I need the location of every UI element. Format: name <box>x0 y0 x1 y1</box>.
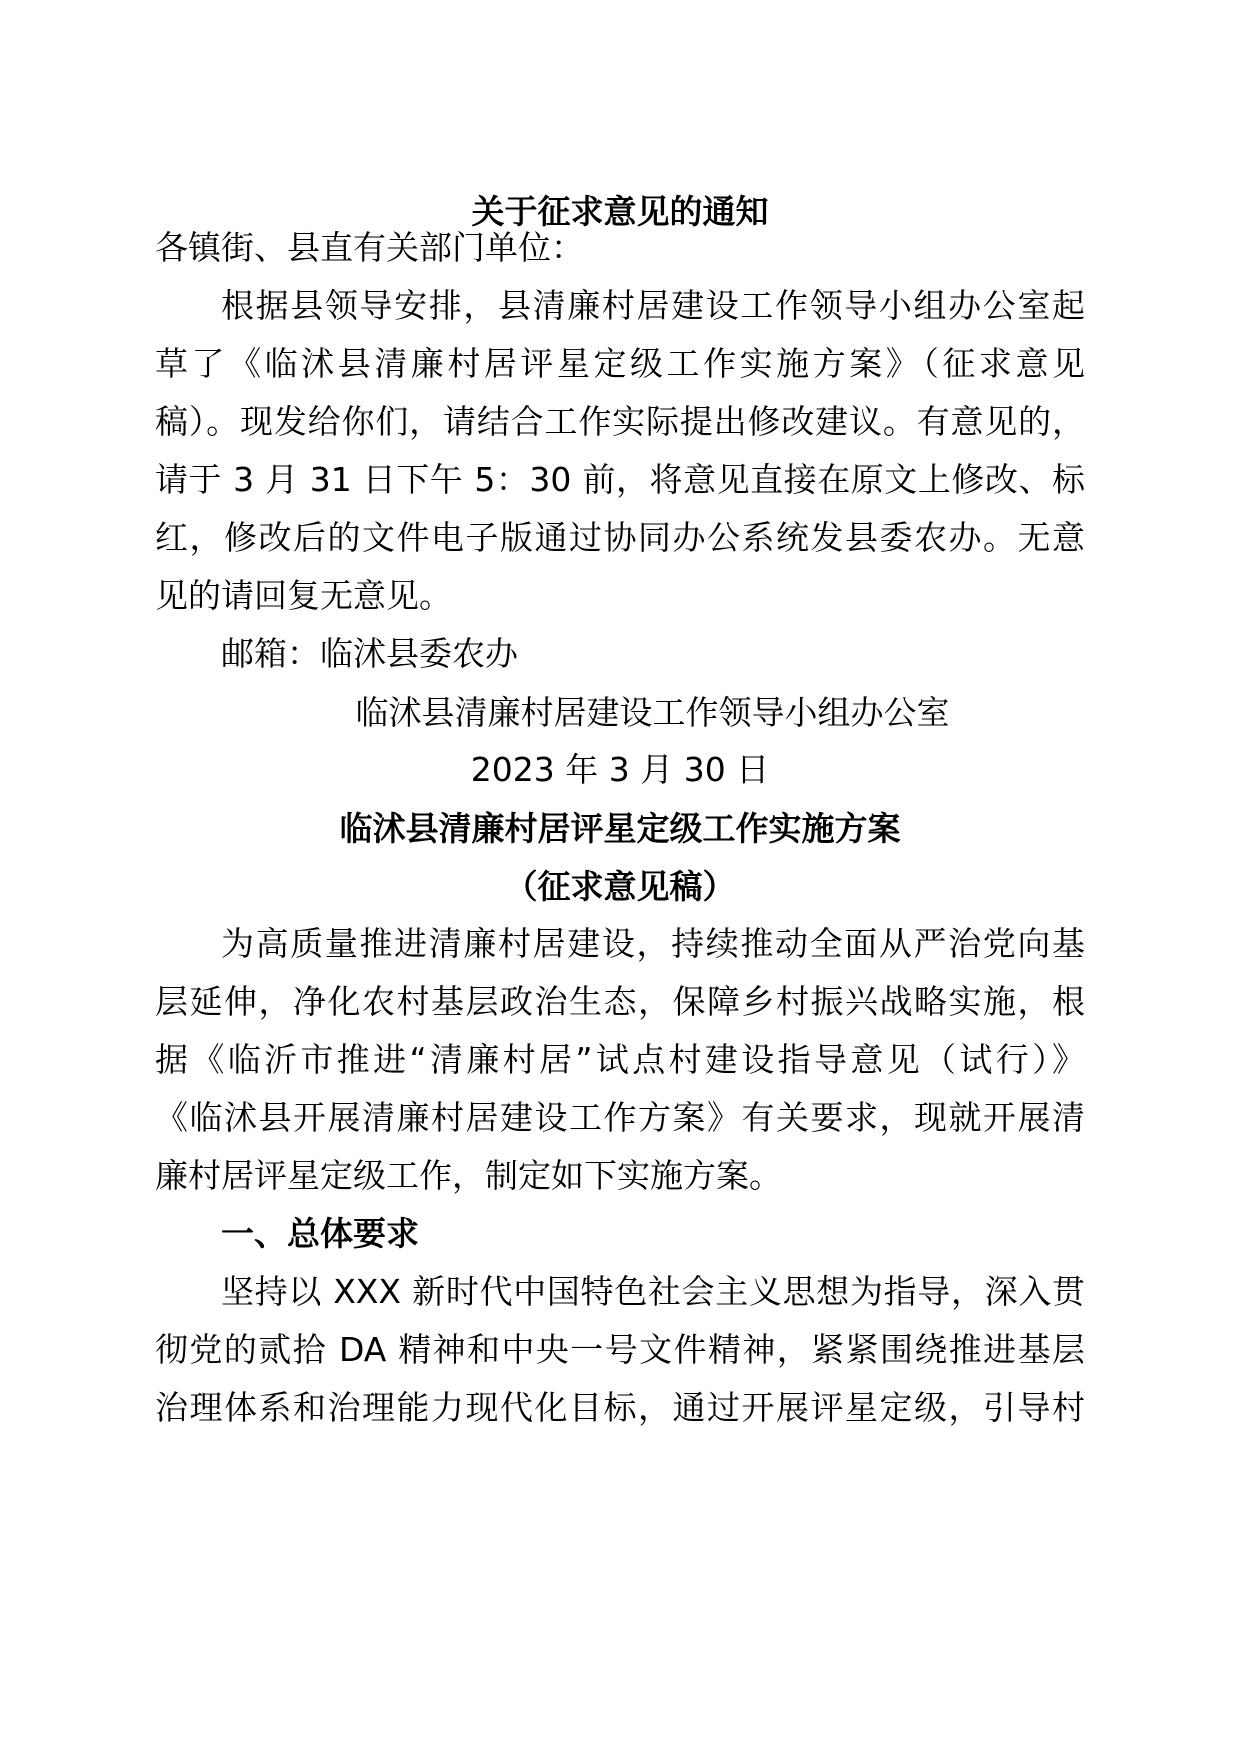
section-body-line: 坚持以 XXX 新时代中国特色社会主义思想为指导，深入贯 <box>221 1272 1085 1311</box>
notice-mailbox: 邮箱：临沭县委农办 <box>221 634 518 673</box>
notice-body-line: 稿）。现发给你们，请结合工作实际提出修改建议。有意见的， <box>155 402 1085 441</box>
notice-body-line: 见的请回复无意见。 <box>155 576 452 615</box>
plan-title: 临沭县清廉村居评星定级工作实施方案 <box>339 809 901 848</box>
plan-intro-line: 为高质量推进清廉村居建设，持续推动全面从严治党向基 <box>221 924 1085 963</box>
plan-intro-line: 层延伸，净化农村基层政治生态，保障乡村振兴战略实施，根 <box>155 982 1085 1021</box>
plan-intro-line: 廉村居评星定级工作，制定如下实施方案。 <box>155 1156 782 1195</box>
notice-salutation: 各镇街、县直有关部门单位： <box>155 228 584 267</box>
signature-organization: 临沭县清廉村居建设工作领导小组办公室 <box>355 693 950 732</box>
notice-body-line: 请于 3 月 31 日下午 5：30 前，将意见直接在原文上修改、标 <box>155 460 1085 499</box>
plan-intro-line: 《临沭县开展清廉村居建设工作方案》有关要求，现就开展清 <box>155 1098 1085 1137</box>
notice-body-line: 红，修改后的文件电子版通过协同办公系统发县委农办。无意 <box>155 518 1085 557</box>
notice-title: 关于征求意见的通知 <box>471 192 769 231</box>
section-body-line: 彻党的贰拾 DA 精神和中央一号文件精神，紧紧围绕推进基层 <box>155 1330 1085 1369</box>
plan-subtitle: （征求意见稿） <box>504 867 736 906</box>
signature-date: 2023 年 3 月 30 日 <box>470 750 770 789</box>
section-body-line: 治理体系和治理能力现代化目标，通过开展评星定级，引导村 <box>155 1388 1085 1427</box>
notice-body-line: 根据县领导安排，县清廉村居建设工作领导小组办公室起 <box>221 286 1085 325</box>
plan-intro-line: 据《临沂市推进“清廉村居”试点村建设指导意见（试行）》 <box>155 1040 1085 1079</box>
notice-body-line: 草了《临沭县清廉村居评星定级工作实施方案》（征求意见 <box>155 344 1085 383</box>
section-heading: 一、总体要求 <box>221 1214 419 1253</box>
